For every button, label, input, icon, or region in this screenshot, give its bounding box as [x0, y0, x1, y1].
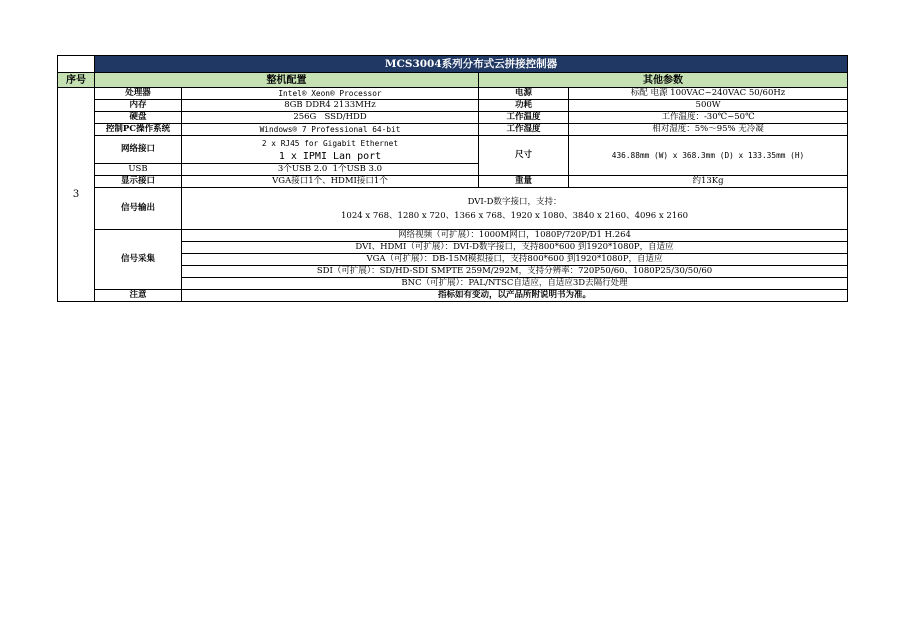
table-row: [58, 124, 848, 136]
row-label: 硬盘: [95, 112, 182, 124]
row-label: 控制PC操作系统: [95, 124, 182, 136]
row-value: [182, 136, 479, 164]
row-label: 电源: [479, 88, 569, 100]
capture-item: SDI（可扩展）：SD/HD-SDI SMPTE 259M/292M，支持分辨率：720P50/60、1080P25/30/50/60: [182, 266, 848, 278]
table-row: [58, 136, 848, 164]
row-label: 显示接口: [95, 176, 182, 188]
table-row: [58, 290, 848, 302]
capture-item: 网络视频（可扩展）：1000M网口，1080P/720P/D1 H.264: [182, 230, 848, 242]
row-label: 尺寸: [479, 136, 569, 176]
net-line-2: 1 x IPMI Lan port: [278, 150, 382, 162]
output-line-1: DVI-D数字接口，支持：: [467, 196, 562, 207]
col-header-no: 序号: [58, 73, 95, 88]
row-value: 指标如有变动，以产品所附说明书为准。: [182, 290, 848, 302]
row-value: Intel® Xeon® Processor: [182, 88, 479, 100]
row-value: VGA接口1个、HDMI接口1个: [182, 176, 479, 188]
row-label: 功耗: [479, 100, 569, 112]
row-value: Windows® 7 Professional 64-bit: [182, 124, 479, 136]
capture-item: BNC（可扩展）：PAL/NTSC自适应，自适应3D去隔行处理: [182, 278, 848, 290]
row-label: 重量: [479, 176, 569, 188]
spec-table: [57, 55, 848, 302]
capture-item: DVI、HDMI（可扩展）：DVI-D数字接口，支持800*600 到1920*1080P，自适应: [182, 242, 848, 254]
capture-item: VGA（可扩展）：DB-15M模拟接口，支持800*600 到1920*1080P，自适应: [182, 254, 848, 266]
row-value: 约13Kg: [569, 176, 848, 188]
header-row: [58, 73, 848, 88]
table-row: [58, 188, 848, 230]
title-row: [58, 56, 848, 73]
row-index: 3: [58, 88, 95, 302]
row-value: 436.88mm (W) x 368.3mm (D) x 133.35mm (H): [569, 136, 848, 176]
row-label: 工作温度: [479, 112, 569, 124]
table-row: [58, 112, 848, 124]
row-label: 网络接口: [95, 136, 182, 164]
row-value: 8GB DDR4 2133MHz: [182, 100, 479, 112]
row-value: 256G SSD/HDD: [182, 112, 479, 124]
row-value: [182, 188, 848, 230]
row-label: 注意: [95, 290, 182, 302]
row-value: 相对湿度：5%～95% 无冷凝: [569, 124, 848, 136]
row-label: 信号采集: [95, 230, 182, 290]
group-header-config: 整机配置: [95, 73, 479, 88]
row-value: 工作温度：-30℃~50℃: [569, 112, 848, 124]
row-label: 处理器: [95, 88, 182, 100]
table-row: [58, 176, 848, 188]
row-value: 3个USB 2.0 1个USB 3.0: [182, 164, 479, 176]
row-label: USB: [95, 164, 182, 176]
row-label: 信号输出: [95, 188, 182, 230]
row-value: 标配 电源 100VAC~240VAC 50/60Hz: [569, 88, 848, 100]
table-title: MCS3004系列分布式云拼接控制器: [95, 56, 848, 73]
group-header-other: 其他参数: [479, 73, 848, 88]
table-row: [58, 88, 848, 100]
net-line-1: 2 x RJ45 for Gigabit Ethernet: [261, 138, 399, 148]
row-value: 500W: [569, 100, 848, 112]
row-label: 工作湿度: [479, 124, 569, 136]
output-line-2: 1024 x 768、1280 x 720、1366 x 768、1920 x 1080、3840 x 2160、4096 x 2160: [341, 210, 689, 221]
row-label: 内存: [95, 100, 182, 112]
table-row: [58, 230, 848, 242]
table-row: [58, 100, 848, 112]
